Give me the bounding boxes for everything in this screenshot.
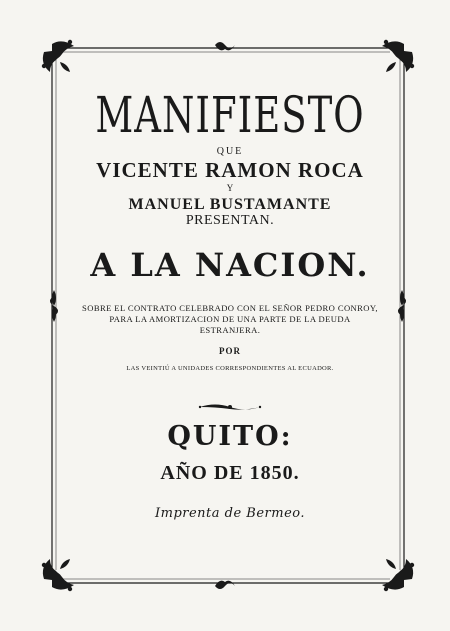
por-line: POR — [219, 346, 241, 356]
side-ornament-top-center — [215, 42, 235, 50]
corner-ornament-bottom-right — [382, 559, 414, 591]
conjunction: Y — [226, 183, 234, 193]
que-line: QUE — [216, 146, 244, 157]
divider-rule — [60, 292, 400, 300]
document-title: MANIFIESTO — [95, 86, 365, 145]
presentan-line: PRESENTAN. — [185, 213, 275, 228]
printer-signature: Imprenta de Bermeo. — [154, 506, 306, 521]
author-line-2: MANUEL BUSTAMANTE — [128, 196, 332, 213]
side-ornament-left-middle — [50, 290, 58, 322]
corner-ornament-top-left — [42, 40, 74, 72]
author-line-1: VICENTE RAMON ROCA — [96, 158, 364, 182]
las-line: LAS VEINTIÚ A UNIDADES CORRESPONDIENTES AL ECUADOR. — [126, 365, 334, 372]
place-heading: QUITO: — [167, 421, 293, 452]
year-line: AÑO DE 1850. — [160, 462, 300, 484]
corner-ornament-top-right — [382, 40, 414, 72]
corner-ornament-bottom-left — [42, 559, 74, 591]
subject-line-3: ESTRANJERA. — [199, 325, 261, 335]
subject-line-1: SOBRE EL CONTRATO CELEBRADO CON EL SEÑOR PEDRO CONROY, — [82, 303, 378, 313]
ornamental-divider — [60, 402, 400, 412]
subject-line-2: PARA LA AMORTIZACION DE UNA PARTE DE LA DEUDA — [109, 314, 351, 324]
side-ornament-bottom-center — [215, 581, 235, 589]
nation-heading: A LA NACION. — [90, 246, 370, 284]
